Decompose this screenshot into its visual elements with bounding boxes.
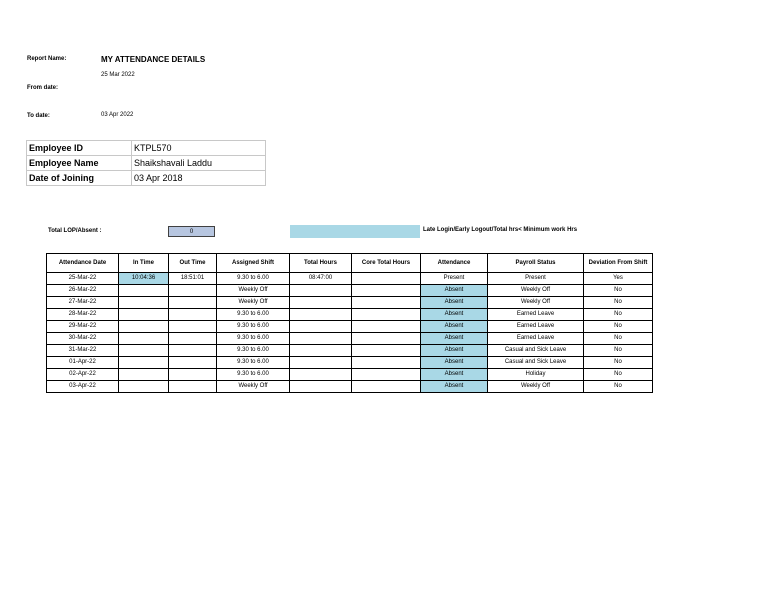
table-cell	[290, 297, 352, 309]
table-cell	[290, 369, 352, 381]
table-cell	[169, 297, 217, 309]
table-cell	[119, 369, 169, 381]
to-date-value: 03 Apr 2022	[101, 112, 134, 118]
table-cell: Weekly Off	[217, 381, 290, 393]
table-cell	[119, 309, 169, 321]
table-cell	[119, 321, 169, 333]
table-cell: No	[584, 345, 653, 357]
table-cell: 18:51:01	[169, 273, 217, 285]
employee-info-key: Employee ID	[27, 141, 132, 156]
table-cell: Absent	[421, 345, 488, 357]
table-cell: 9.30 to 6.00	[217, 321, 290, 333]
table-cell: Present	[421, 273, 488, 285]
table-cell: 9.30 to 6.00	[217, 357, 290, 369]
table-cell	[352, 357, 421, 369]
table-cell: Absent	[421, 381, 488, 393]
employee-info-row	[27, 156, 266, 171]
table-cell: Weekly Off	[488, 381, 584, 393]
table-cell	[169, 321, 217, 333]
table-row	[47, 369, 653, 381]
table-cell	[290, 321, 352, 333]
table-cell: 9.30 to 6.00	[217, 309, 290, 321]
table-cell: 9.30 to 6.00	[217, 369, 290, 381]
table-cell: 28-Mar-22	[47, 309, 119, 321]
table-cell	[290, 285, 352, 297]
employee-info-table	[26, 140, 266, 186]
table-cell: Absent	[421, 369, 488, 381]
table-cell: No	[584, 357, 653, 369]
table-cell: Earned Leave	[488, 321, 584, 333]
table-cell: No	[584, 309, 653, 321]
table-row	[47, 333, 653, 345]
employee-info-row	[27, 141, 266, 156]
table-cell: Earned Leave	[488, 309, 584, 321]
table-cell: 25-Mar-22	[47, 273, 119, 285]
table-cell	[290, 381, 352, 393]
employee-info-value: KTPL570	[132, 141, 266, 156]
report-name-label: Report Name:	[27, 56, 67, 62]
employee-info-row	[27, 171, 266, 186]
report-name-value: MY ATTENDANCE DETAILS	[101, 55, 206, 64]
column-header: Payroll Status	[488, 254, 584, 273]
from-date-label: From date:	[27, 85, 59, 91]
table-cell	[169, 333, 217, 345]
table-cell	[119, 333, 169, 345]
table-cell: Weekly Off	[488, 285, 584, 297]
table-row	[47, 381, 653, 393]
table-row	[47, 273, 653, 285]
column-header: Out Time	[169, 254, 217, 273]
table-cell: Absent	[421, 285, 488, 297]
table-cell: 26-Mar-22	[47, 285, 119, 297]
table-cell	[119, 345, 169, 357]
table-cell	[290, 333, 352, 345]
column-header: In Time	[119, 254, 169, 273]
table-cell	[119, 285, 169, 297]
table-cell: 10:04:36	[119, 273, 169, 285]
column-header: Deviation From Shift	[584, 254, 653, 273]
table-cell: No	[584, 321, 653, 333]
table-cell	[169, 369, 217, 381]
table-cell: 9.30 to 6.00	[217, 333, 290, 345]
table-row	[47, 321, 653, 333]
total-lop-value: 0	[168, 226, 215, 237]
table-cell: 27-Mar-22	[47, 297, 119, 309]
table-row	[47, 357, 653, 369]
table-cell	[352, 333, 421, 345]
table-cell: 08:47:00	[290, 273, 352, 285]
table-cell: Weekly Off	[488, 297, 584, 309]
table-cell	[352, 381, 421, 393]
table-cell: 9.30 to 6.00	[217, 273, 290, 285]
table-cell: Weekly Off	[217, 297, 290, 309]
table-cell	[119, 357, 169, 369]
column-header: Assigned Shift	[217, 254, 290, 273]
table-cell	[290, 309, 352, 321]
table-cell	[352, 297, 421, 309]
table-cell	[290, 345, 352, 357]
table-cell	[169, 381, 217, 393]
table-cell: Absent	[421, 333, 488, 345]
table-row	[47, 345, 653, 357]
table-cell	[352, 309, 421, 321]
table-cell: Earned Leave	[488, 333, 584, 345]
table-cell	[352, 285, 421, 297]
column-header: Attendance	[421, 254, 488, 273]
highlight-legend-text: Late Login/Early Logout/Total hrs< Minimum work Hrs	[423, 227, 578, 233]
table-cell: Absent	[421, 309, 488, 321]
table-cell	[352, 321, 421, 333]
table-cell: Casual and Sick Leave	[488, 345, 584, 357]
table-cell	[352, 273, 421, 285]
employee-info-key: Employee Name	[27, 156, 132, 171]
table-cell: Yes	[584, 273, 653, 285]
table-cell	[119, 297, 169, 309]
employee-info-key: Date of Joining	[27, 171, 132, 186]
table-cell: Holiday	[488, 369, 584, 381]
employee-info-value: 03 Apr 2018	[132, 171, 266, 186]
table-cell: 03-Apr-22	[47, 381, 119, 393]
table-cell: Present	[488, 273, 584, 285]
table-cell: Casual and Sick Leave	[488, 357, 584, 369]
table-cell: No	[584, 285, 653, 297]
table-cell: 01-Apr-22	[47, 357, 119, 369]
table-cell	[119, 381, 169, 393]
table-cell: Absent	[421, 297, 488, 309]
table-cell: 29-Mar-22	[47, 321, 119, 333]
total-lop-label: Total LOP/Absent :	[48, 228, 102, 234]
column-header: Core Total Hours	[352, 254, 421, 273]
table-cell: 02-Apr-22	[47, 369, 119, 381]
table-cell: No	[584, 369, 653, 381]
table-cell	[352, 369, 421, 381]
table-cell	[169, 309, 217, 321]
table-cell: 9.30 to 6.00	[217, 345, 290, 357]
table-cell: 30-Mar-22	[47, 333, 119, 345]
table-cell: Absent	[421, 321, 488, 333]
attendance-table	[46, 253, 653, 393]
table-cell	[290, 357, 352, 369]
column-header: Attendance Date	[47, 254, 119, 273]
table-cell	[352, 345, 421, 357]
table-cell	[169, 357, 217, 369]
to-date-label: To date:	[27, 113, 50, 119]
table-cell: No	[584, 297, 653, 309]
table-cell: 31-Mar-22	[47, 345, 119, 357]
table-cell	[169, 285, 217, 297]
table-cell	[169, 345, 217, 357]
table-cell: No	[584, 381, 653, 393]
table-row	[47, 309, 653, 321]
highlight-legend-swatch	[290, 225, 420, 238]
table-row	[47, 285, 653, 297]
table-cell: Weekly Off	[217, 285, 290, 297]
table-row	[47, 297, 653, 309]
column-header: Total Hours	[290, 254, 352, 273]
table-cell: Absent	[421, 357, 488, 369]
from-date-value: 25 Mar 2022	[101, 72, 135, 78]
table-cell: No	[584, 333, 653, 345]
employee-info-value: Shaikshavali Laddu	[132, 156, 266, 171]
